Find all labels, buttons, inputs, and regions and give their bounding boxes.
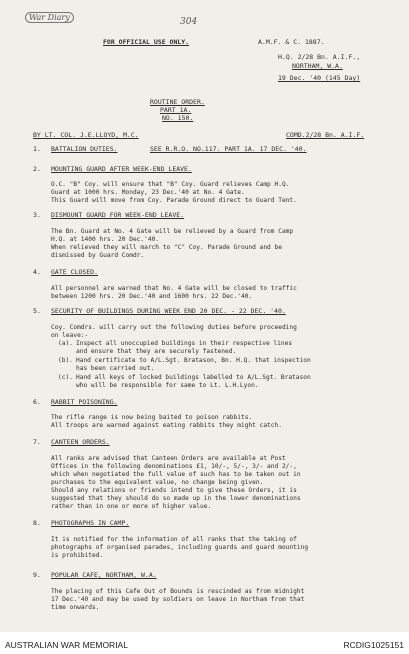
body-line: The rifle range is now being baited to poison rabbits. — [51, 414, 253, 421]
archive-footer — [0, 632, 409, 654]
body-line: Should any relations or friends intend to give these Orders, it is — [51, 487, 297, 494]
order-part: PART 1A. — [160, 106, 192, 114]
body-line: which when negotiated the full value of such has to be taken out in — [51, 471, 301, 478]
body-line: on leave:- — [51, 332, 89, 339]
body-line: This Guard will move from Coy. Parade Ground direct to Guard Tent. — [51, 197, 297, 204]
list-item-line: Hand all keys of locked buildings labelled to A/L.Sgt. Bratason — [76, 374, 311, 381]
body-line: O.C. "B" Coy. will ensure that "B" Coy. Guard relieves Camp H.Q. — [51, 181, 290, 188]
body-line: purchases to the equivalent value, no change being given. — [51, 479, 264, 486]
list-item-label: (b). — [58, 357, 73, 364]
body-line: The Bn. Guard at No. 4 Gate will be relieved by a Guard from Camp — [51, 228, 294, 235]
body-line: photographs of organised parades, including guards and guard mounting — [51, 544, 309, 551]
section-number: 7. — [33, 438, 41, 446]
section-heading: BATTALION DUTIES. — [51, 145, 118, 153]
location-line: NORTHAM, W.A. — [292, 62, 343, 70]
authority-comd: COMD.2/28 Bn. A.I.F. — [286, 131, 365, 139]
body-line: dismissed by Guard Comdr. — [51, 252, 145, 259]
section-heading-tail: SEE R.R.O. NO.117. PART 1A. 17 DEC. '40. — [150, 145, 307, 153]
section-number: 6. — [33, 398, 41, 406]
archive-name: AUSTRALIAN WAR MEMORIAL — [5, 640, 128, 650]
section-heading: MOUNTING GUARD AFTER WEEK-END LEAVE. — [51, 165, 192, 173]
date-line: 19 Dec. '40 (145 Day) — [278, 74, 361, 82]
section-heading: DISMOUNT GUARD FOR WEEK-END LEAVE. — [51, 211, 185, 219]
order-number: NO. 150. — [162, 114, 194, 122]
body-line: All ranks are advised that Canteen Orders are available at Post — [51, 455, 286, 462]
section-number: 4. — [33, 268, 41, 276]
section-number: 8. — [33, 519, 41, 527]
handwritten-page-number: 304 — [180, 17, 198, 27]
body-line: is prohibited. — [51, 552, 104, 559]
section-heading: POPULAR CAFE, NORTHAM, W.A. — [51, 571, 157, 579]
section-number: 1. — [33, 145, 41, 153]
list-item-line: has been carried out. — [76, 365, 155, 372]
section-heading: GATE CLOSED. — [51, 268, 98, 276]
body-line: H.Q. at 1400 hrs. 20 Dec.'40. — [51, 236, 160, 243]
body-line: It is notified for the information of all ranks that the taking of — [51, 536, 297, 543]
list-item-line: and ensure that they are securely fastened. — [76, 348, 237, 355]
handwritten-note: War Diary — [25, 12, 74, 23]
section-heading: PHOTOGRAPHS IN CAMP. — [51, 519, 130, 527]
body-line: All troops are warned against eating rabbits they might catch. — [51, 422, 282, 429]
body-line: 17 Dec.'40 and may be used by soldiers on leave in Northam from that — [51, 596, 305, 603]
section-number: 9. — [33, 571, 41, 579]
section-heading: CANTEEN ORDERS. — [51, 438, 110, 446]
section-number: 5. — [33, 307, 41, 315]
body-line: All personnel are warned that No. 4 Gate will be closed to traffic — [51, 285, 297, 292]
section-number: 3. — [33, 211, 41, 219]
list-item-label: (c). — [58, 374, 73, 381]
form-reference: A.M.F. & C. 1887. — [258, 38, 325, 46]
body-line: between 1200 hrs. 20 Dec.'40 and 1600 hrs. 22 Dec.'40. — [51, 293, 253, 300]
record-id: RCDIG1025151 — [343, 640, 404, 650]
section-heading: RABBIT POISONING. — [51, 398, 118, 406]
hq-line: H.Q. 2/28 Bn. A.I.F., — [278, 53, 361, 61]
list-item-line: who will be responsible for same to Lt. L.H.Lyon. — [76, 382, 259, 389]
section-number: 2. — [33, 165, 41, 173]
body-line: suggested that they should do so made up in the lower denominations — [51, 495, 301, 502]
list-item-line: Hand certificate to A/L.Sgt. Bratason, Bn. H.Q. that inspection — [76, 357, 311, 364]
list-item-line: Inspect all unoccupied buildings in their respective lines — [76, 340, 293, 347]
body-line: When relieved they will march to "C" Coy. Parade Ground and be — [51, 244, 282, 251]
body-line: Coy. Comdrs. will carry out the following duties before proceeding — [51, 324, 297, 331]
order-title: ROUTINE ORDER. — [150, 98, 205, 106]
section-heading: SECURITY OF BUILDINGS DURING WEEK END 20 DEC. - 22 DEC. '40. — [51, 307, 286, 315]
body-line: Guard at 1000 hrs. Monday, 23 Dec.'40 at No. 4 Gate. — [51, 189, 245, 196]
restriction-label: FOR OFFICIAL USE ONLY. — [103, 38, 190, 46]
body-line: rather than in one or more of higher value. — [51, 503, 212, 510]
body-line: time onwards. — [51, 604, 100, 611]
list-item-label: (a). — [58, 340, 73, 347]
body-line: The placing of this Cafe Out of Bounds is rescinded as from midnight — [51, 588, 305, 595]
body-line: Offices in the following denominations £1, 10/-, 5/-, 3/- and 2/-, — [51, 463, 297, 470]
authority-by: BY LT. COL. J.E.LLOYD, M.C. — [33, 131, 139, 139]
